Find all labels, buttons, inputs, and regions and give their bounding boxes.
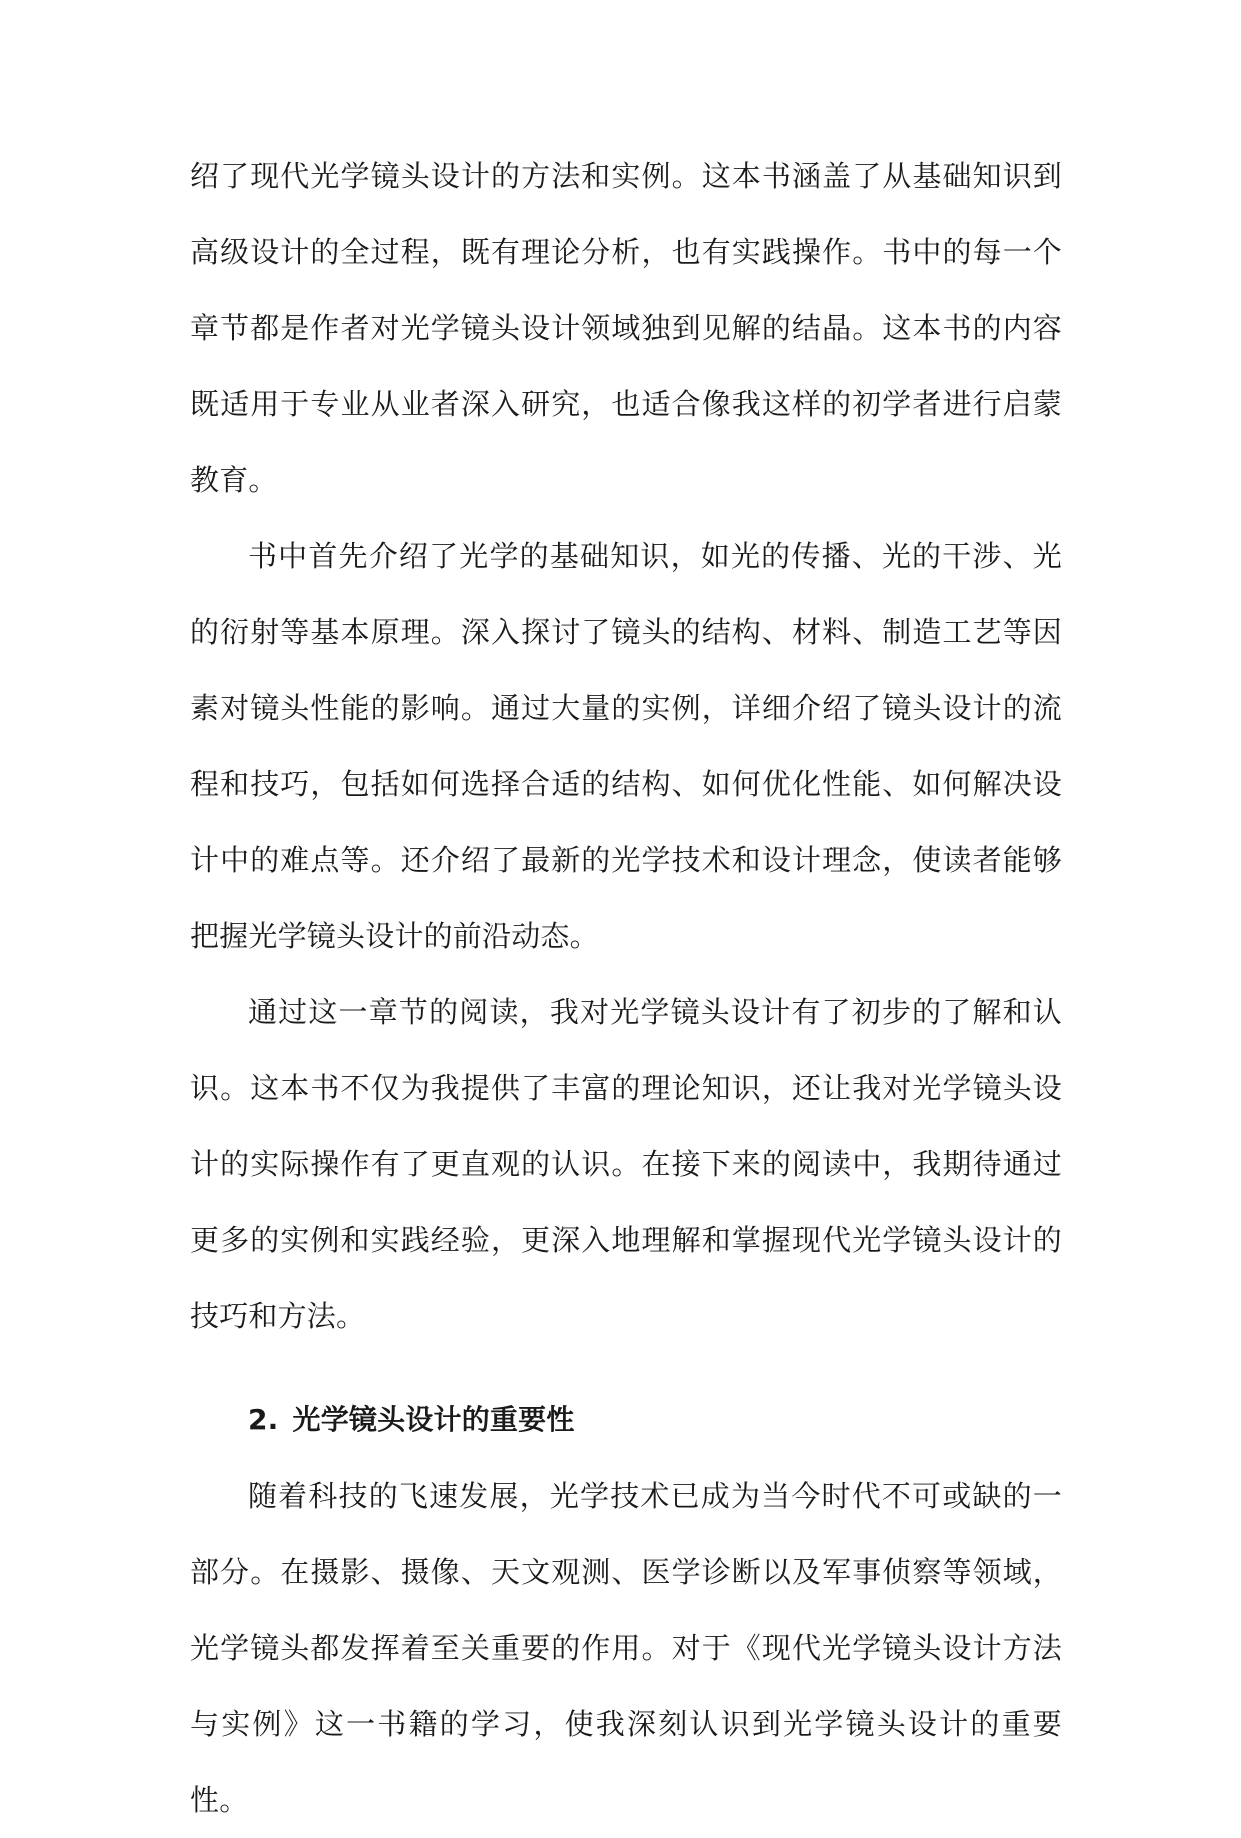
paragraph-book-content: 书中首先介绍了光学的基础知识，如光的传播、光的干涉、光的衍射等基本原理。深入探讨了镜头的结构、材料、制造工艺等因素对镜头性能的影响。通过大量的实例，详细介绍了镜头设计的流程和技巧，包括如何选择合适的结构、如何优化性能、如何解决设计中的难点等。还介绍了最新的光学技术和设计理念，使读者能够把握光学镜头设计的前沿动态。 xyxy=(190,539,1062,953)
document-body xyxy=(190,138,1062,1838)
paragraph-reading-reflection: 通过这一章节的阅读，我对光学镜头设计有了初步的了解和认识。这本书不仅为我提供了丰富的理论知识，还让我对光学镜头设计的实际操作有了更直观的认识。在接下来的阅读中，我期待通过更多的实例和实践经验，更深入地理解和掌握现代光学镜头设计的技巧和方法。 xyxy=(190,995,1062,1333)
paragraph-intro-continuation: 绍了现代光学镜头设计的方法和实例。这本书涵盖了从基础知识到高级设计的全过程，既有理论分析，也有实践操作。书中的每一个章节都是作者对光学镜头设计领域独到见解的结晶。这本书的内容既适用于专业从业者深入研究，也适合像我这样的初学者进行启蒙教育。 xyxy=(190,159,1062,497)
section-heading xyxy=(190,1382,1062,1458)
section-number: 2. xyxy=(248,1403,279,1436)
paragraph-importance: 随着科技的飞速发展，光学技术已成为当今时代不可或缺的一部分。在摄影、摄像、天文观测、医学诊断以及军事侦察等领域，光学镜头都发挥着至关重要的作用。对于《现代光学镜头设计方法与实例》这一书籍的学习，使我深刻认识到光学镜头设计的重要性。 xyxy=(190,1479,1062,1817)
section-title: 光学镜头设计的重要性 xyxy=(292,1403,575,1436)
